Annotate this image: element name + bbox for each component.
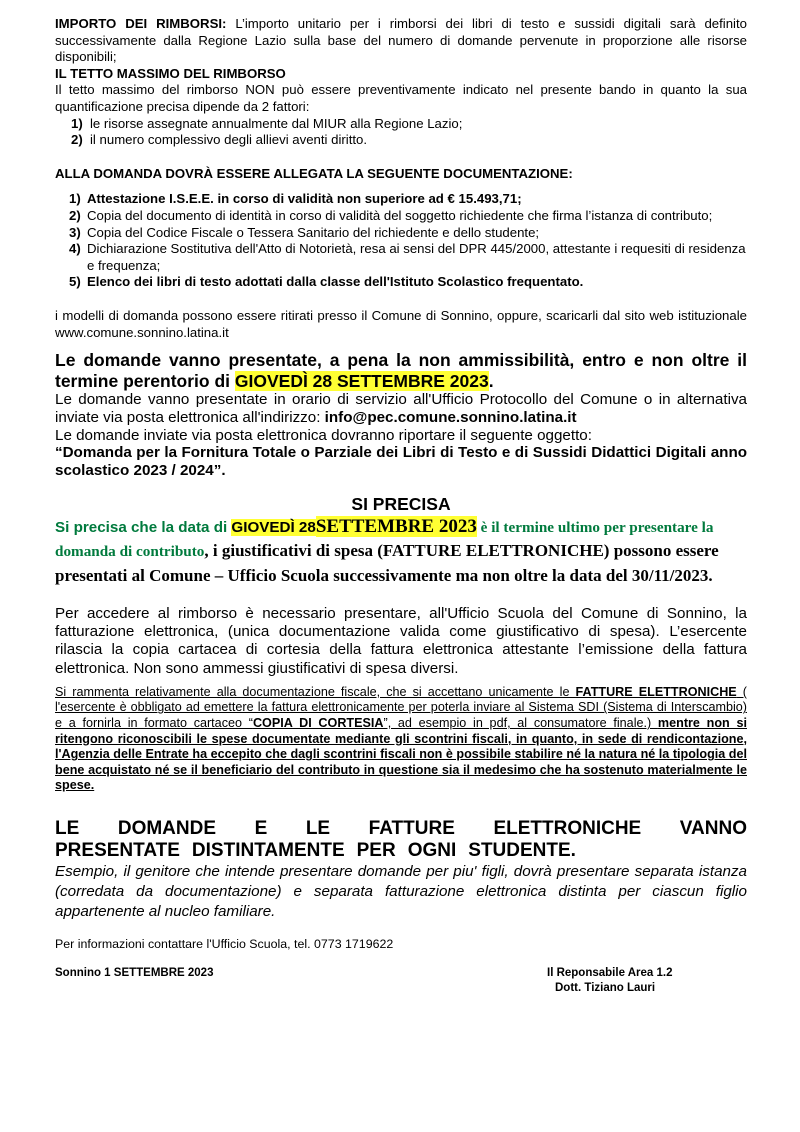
- footer: [55, 966, 747, 996]
- signature-block: [547, 966, 747, 996]
- documentazione-fiscale-paragraph: [55, 685, 747, 794]
- list-text: Copia del Codice Fiscale o Tessera Sanitario del richiedente e dello studente;: [87, 224, 540, 240]
- heading-word: LE: [305, 818, 331, 840]
- list-text: le risorse assegnate annualmente dal MIUR alla Regione Lazio;: [90, 115, 463, 131]
- orario-paragraph: [55, 391, 747, 427]
- scadenza-date: GIOVEDÌ 28 SETTEMBRE 2023: [234, 370, 489, 391]
- oggetto-value: “Domanda per la Fornitura Totale o Parziale dei Libri di Testo e di Sussidi Didattici Digitali anno scolastico 2023 / 2024”.: [55, 444, 747, 480]
- modelli-text: i modelli di domanda possono essere ritirati presso il Comune di Sonnino, oppure, scaricarli dal sito web istituzionale www.comune.sonnino.latina.it: [55, 307, 747, 340]
- documentazione-heading: ALLA DOMANDA DOVRÀ ESSERE ALLEGATA LA SEGUENTE DOCUMENTAZIONE:: [55, 165, 573, 181]
- si-precisa-heading: SI PRECISA: [351, 494, 451, 515]
- importo-label: IMPORTO DEI RIMBORSI:: [55, 16, 227, 31]
- list-number: 5): [69, 274, 81, 290]
- scontrini-text: mentre non si ritengono riconoscibili le spese documentate mediante gli scontrini fiscali, in quanto, in sede di rendicontazione, l'Agenzia delle Entrate ha eccepito che dagli scontrini fiscali non è possibile stabilire né la natura né la tipologia del bene acquistato né se il beneficiario del contributo in questione sia il medesimo che ha sostenuto materialmente le spese.: [55, 716, 747, 793]
- list-text: Copia del documento di identità in corso di validità del soggetto richiedente che firma l’istanza di contributo;: [87, 207, 713, 223]
- list-number: 2): [69, 207, 81, 223]
- heading-word: OGNI: [407, 840, 457, 862]
- precisa-day: GIOVEDÌ 28: [231, 518, 316, 536]
- precisa-month: SETTEMBRE 2023: [315, 515, 477, 537]
- studente-heading: [55, 818, 747, 862]
- place-date: Sonnino 1 SETTEMBRE 2023: [55, 967, 214, 980]
- heading-word: PRESENTATE: [55, 840, 180, 862]
- precisa-intro: Si precisa che la data di: [55, 518, 232, 536]
- fattori-list: [55, 116, 747, 149]
- importo-text: L’importo unitario per i rimborsi dei libri di testo e sussidi digitali sarà definito successivamente dalla Regione Lazio sulla base del numero di domande pervenute in proporzione alle risorse disponibili;: [55, 16, 747, 65]
- list-item: [69, 274, 747, 291]
- fiscale-pdf: ”, ad esempio in pdf, al consumatore finale.): [383, 716, 658, 731]
- list-text: Dichiarazione Sostitutiva dell'Atto di Notorietà, resa ai sensi del DPR 445/2000, attestante i requesiti di residenza e frequenza;: [87, 241, 746, 273]
- tetto-text: Il tetto massimo del rimborso NON può essere preventivamente indicato nel presente bando in quanto la sua quantificazione precisa dipende da 2 fattori:: [55, 82, 747, 114]
- heading-word: ELETTRONICHE: [493, 818, 642, 840]
- info-text: Per informazioni contattare l'Ufficio Scuola, tel. 0773 1719622: [55, 937, 394, 952]
- studente-heading-line-1: [55, 818, 747, 840]
- fatturazione-paragraph: Per accedere al rimborso è necessario presentare, all'Ufficio Scuola del Comune di Sonnino, la fatturazione elettronica, (unica documentazione valida come giustificativo di spesa). L’esercente rilascia la copia cartacea di cortesia della fattura elettronica attestante l’emissione della fattura elettronica. Non sono ammessi giustificativi di spesa diversi.: [55, 605, 747, 677]
- list-item: [69, 241, 747, 274]
- esempio-paragraph: Esempio, il genitore che intende presentare domande per piu' figli, dovrà presentare separata istanza (corredata da documentazione) e separata fatturazione elettronica distinta per ciascun figlio appartenente al nucleo familiare.: [55, 863, 747, 921]
- list-text: Attestazione I.S.E.E. in corso di validità non superiore ad € 15.493,71;: [87, 191, 522, 207]
- list-item: [69, 208, 747, 225]
- list-item: [71, 132, 747, 149]
- document-page: [55, 16, 747, 996]
- heading-word: FATTURE: [368, 818, 455, 840]
- heading-word: STUDENTE.: [468, 840, 576, 862]
- precisa-paragraph: [55, 515, 747, 588]
- heading-word: PER: [356, 840, 396, 862]
- heading-word: LE: [55, 818, 80, 840]
- scadenza-heading: [55, 350, 747, 391]
- pec-address: info@pec.comune.sonnino.latina.it: [324, 408, 577, 426]
- documentazione-list: [55, 191, 747, 291]
- importo-paragraph: [55, 16, 747, 66]
- list-text: il numero complessivo degli allievi aventi diritto.: [90, 132, 368, 148]
- signer-role: Il Reponsabile Area 1.2: [547, 967, 673, 980]
- list-number: 1): [71, 115, 83, 131]
- oggetto-text: Le domande inviate via posta elettronica dovranno riportare il seguente oggetto:: [55, 426, 592, 444]
- list-number: 1): [69, 191, 81, 207]
- precisa-tail: , i giustificativi di spesa (FATTURE ELETTRONICHE) possono essere presentati al Comune – Ufficio Scuola successivamente ma non oltre la data del 30/11/2023.: [55, 541, 719, 585]
- list-text: Elenco dei libri di testo adottati dalla classe dell'Istituto Scolastico frequentato.: [87, 274, 584, 290]
- studente-heading-line-2: [55, 840, 747, 862]
- tetto-heading: IL TETTO MASSIMO DEL RIMBORSO: [55, 65, 286, 81]
- list-item: [71, 116, 747, 133]
- scadenza-text: Le domande vanno presentate, a pena la non ammissibilità, entro e non oltre il termine perentorio di: [55, 350, 747, 391]
- fiscale-sdi: ( l'esercente è obbligato ad emettere la fattura elettronicamente per poterla inviare al Sistema SDI (Sistema di Interscambio) e a fornirla in formato cartaceo “: [55, 684, 747, 731]
- copia-cortesia-label: COPIA DI CORTESIA: [252, 716, 384, 731]
- signer-name: Dott. Tiziano Lauri: [555, 982, 656, 995]
- list-number: 4): [69, 241, 81, 257]
- heading-word: E: [254, 818, 268, 840]
- list-item: [69, 225, 747, 242]
- fatture-elettroniche-label: FATTURE ELETTRONICHE: [575, 684, 737, 699]
- list-number: 2): [71, 132, 83, 148]
- heading-word: DISTINTAMENTE: [191, 840, 345, 862]
- heading-word: DOMANDE: [117, 818, 217, 840]
- scadenza-end: .: [488, 370, 494, 391]
- fiscale-intro: Si rammenta relativamente alla documentazione fiscale, che si accettano unicamente le: [55, 684, 576, 699]
- orario-text: Le domande vanno presentate in orario di servizio all'Ufficio Protocollo del Comune o in alternativa inviate via posta elettronica all'indirizzo:: [55, 391, 747, 426]
- list-number: 3): [69, 224, 81, 240]
- list-item: [69, 191, 747, 208]
- heading-word: VANNO: [679, 818, 747, 840]
- precisa-rest: è il termine ultimo per presentare la domanda di contributo: [55, 518, 714, 561]
